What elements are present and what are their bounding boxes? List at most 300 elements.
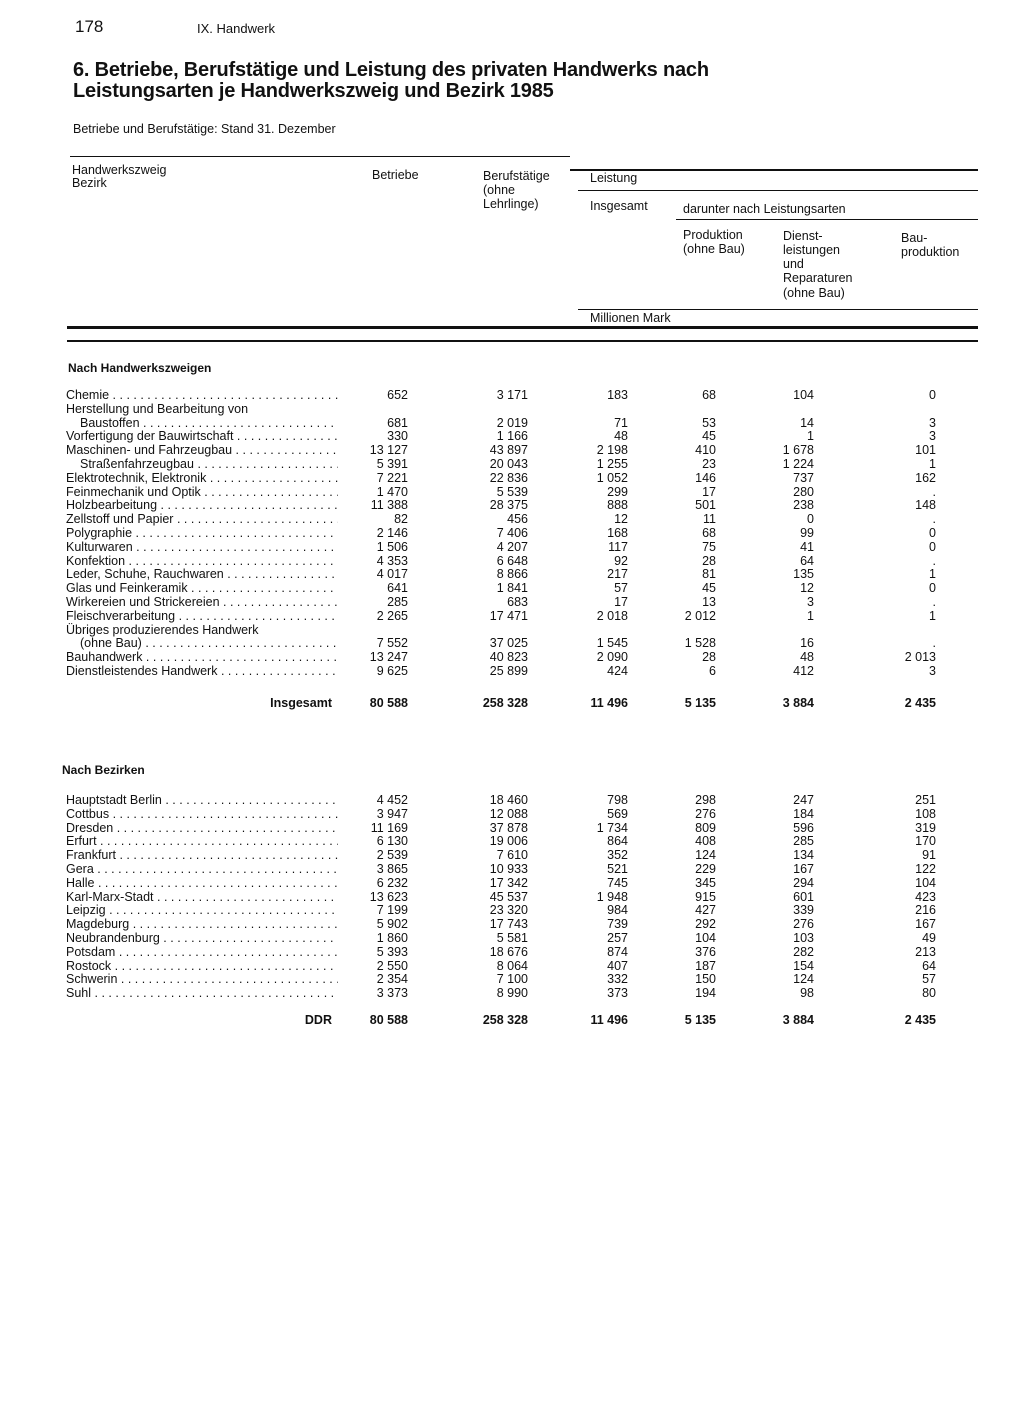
table-row: [0, 903, 1024, 917]
cell-col-4: 81: [702, 567, 716, 582]
total-col-5: 3 884: [782, 696, 814, 710]
header-produktion-2: (ohne Bau): [683, 242, 745, 256]
table-row: [0, 416, 1024, 430]
cell-col-2: 18 676: [489, 944, 528, 959]
cell-col-4: 298: [695, 793, 716, 807]
cell-col-5: 1: [807, 429, 814, 444]
cell-col-6: 3: [929, 415, 936, 430]
table-row: [0, 512, 1024, 526]
cell-col-3: 424: [607, 664, 628, 678]
row-label: Übriges produzierendes Handwerk: [66, 622, 259, 637]
total-col-5: 3 884: [782, 1013, 814, 1027]
cell-col-1: 2 539: [376, 848, 408, 863]
header-insgesamt: Insgesamt: [590, 199, 648, 213]
row-label: Halle . . .: [66, 876, 338, 890]
rule-header-bottom-2: [67, 340, 978, 342]
cell-col-6: 64: [922, 958, 936, 973]
cell-col-5: 276: [793, 917, 814, 932]
table-row: [0, 595, 1024, 609]
cell-col-2: 37 878: [489, 820, 528, 835]
cell-col-2: 7 100: [496, 972, 528, 987]
cell-col-2: 7 406: [496, 526, 528, 540]
cell-col-1: 82: [394, 512, 408, 527]
header-dienst-4: Reparaturen: [783, 271, 853, 285]
cell-col-4: 75: [702, 539, 716, 554]
cell-col-4: 13: [702, 595, 716, 609]
table-row: [0, 931, 1024, 945]
cell-col-1: 13 623: [369, 889, 408, 904]
cell-col-6: 251: [915, 793, 936, 807]
cell-col-4: 53: [702, 415, 716, 430]
cell-col-3: 332: [607, 972, 628, 987]
cell-col-4: 1 528: [684, 636, 716, 651]
cell-col-2: 25 899: [489, 664, 528, 678]
cell-col-3: 569: [607, 806, 628, 821]
row-label: Schwerin . . .: [66, 972, 338, 986]
header-label-1: Handwerkszweig: [72, 163, 167, 177]
cell-col-6: 1: [929, 567, 936, 582]
header-dienst-2: leistungen: [783, 243, 840, 257]
row-label: Polygraphie . . .: [66, 526, 338, 540]
cell-col-6: 101: [915, 443, 936, 458]
row-label: Bauhandwerk . . .: [66, 650, 338, 664]
cell-col-3: 521: [607, 862, 628, 876]
cell-col-5: 14: [800, 415, 814, 430]
total-col-6: 2 435: [904, 696, 936, 710]
cell-col-4: 28: [702, 650, 716, 665]
total-row: [0, 696, 1024, 710]
cell-col-5: 99: [800, 526, 814, 540]
cell-col-2: 20 043: [489, 457, 528, 471]
cell-col-3: 864: [607, 834, 628, 849]
table-row: [0, 388, 1024, 402]
table-row: [0, 526, 1024, 540]
cell-col-3: 117: [608, 539, 628, 554]
cell-col-5: 48: [800, 650, 814, 665]
cell-col-5: 1: [807, 608, 814, 623]
cell-col-5: 412: [793, 664, 814, 678]
cell-col-4: 11: [703, 512, 716, 527]
cell-col-6: 162: [915, 470, 936, 485]
cell-col-3: 2 090: [596, 650, 628, 665]
cell-col-3: 1 052: [596, 470, 628, 485]
cell-col-5: 339: [793, 903, 814, 918]
cell-col-4: 194: [695, 986, 716, 1001]
cell-col-2: 18 460: [489, 793, 528, 807]
cell-col-2: 6 648: [496, 553, 528, 568]
cell-col-1: 13 127: [369, 443, 408, 458]
cell-col-2: 17 743: [489, 917, 528, 932]
row-label: Hauptstadt Berlin . . .: [66, 793, 338, 807]
header-berufstaetige-2: (ohne: [483, 183, 515, 197]
cell-col-4: 187: [695, 958, 716, 973]
cell-col-2: 17 342: [489, 875, 528, 890]
cell-col-1: 7 199: [376, 903, 408, 918]
row-label: Neubrandenburg . . .: [66, 931, 338, 945]
table-row: [0, 917, 1024, 931]
cell-col-6: 108: [915, 806, 936, 821]
table-row: [0, 821, 1024, 835]
header-leistung: Leistung: [590, 171, 638, 185]
cell-col-6: 216: [915, 903, 936, 918]
cell-col-3: 92: [614, 553, 628, 568]
row-label: Karl-Marx-Stadt . . .: [66, 890, 338, 904]
cell-col-5: 596: [793, 820, 814, 835]
cell-col-1: 1 506: [376, 539, 408, 554]
cell-col-3: 217: [607, 567, 628, 582]
table-row: [0, 457, 1024, 471]
row-label: Feinmechanik und Optik . . .: [66, 485, 338, 499]
cell-col-6: 0: [929, 388, 936, 402]
cell-col-2: 12 088: [489, 806, 528, 821]
table-row: [0, 945, 1024, 959]
cell-col-3: 352: [607, 848, 628, 863]
row-label: Erfurt . . .: [66, 834, 338, 848]
cell-col-5: 98: [800, 986, 814, 1001]
header-dienst-1: Dienst-: [783, 229, 823, 243]
total-col-4: 5 135: [684, 1013, 716, 1027]
rule-darunter: [676, 219, 978, 220]
table-row: [0, 443, 1024, 457]
cell-col-3: 1 948: [596, 889, 628, 904]
table-row: [0, 609, 1024, 623]
cell-col-2: 5 539: [496, 484, 528, 499]
cell-col-6: .: [932, 553, 936, 568]
cell-col-3: 183: [607, 388, 628, 402]
table-row: [0, 554, 1024, 568]
cell-col-6: 1: [929, 457, 936, 471]
cell-col-3: 299: [607, 484, 628, 499]
table-row: [0, 972, 1024, 986]
cell-col-5: 134: [793, 848, 814, 863]
total-label: DDR: [304, 1013, 332, 1027]
cell-col-6: 104: [915, 875, 936, 890]
row-label: Dresden . . .: [66, 821, 338, 835]
table-row: [0, 650, 1024, 664]
cell-col-5: 154: [793, 958, 814, 973]
cell-col-4: 6: [709, 664, 716, 678]
row-label: Konfektion . . .: [66, 554, 338, 568]
cell-col-5: 1 678: [782, 443, 814, 458]
total-col-4: 5 135: [684, 696, 716, 710]
cell-col-2: 456: [507, 512, 528, 527]
cell-col-5: 64: [800, 553, 814, 568]
total-col-1: 80 588: [369, 696, 408, 710]
row-label: Holzbearbeitung . . .: [66, 498, 338, 512]
cell-col-2: 8 064: [496, 958, 528, 973]
table-row: [0, 959, 1024, 973]
header-bau-1: Bau-: [901, 231, 928, 245]
cell-col-3: 71: [614, 415, 628, 430]
table-row: [0, 623, 1024, 637]
cell-col-5: 135: [793, 567, 814, 582]
rule-top-left: [70, 156, 570, 157]
table-row: [0, 581, 1024, 595]
cell-col-1: 1 860: [376, 931, 408, 945]
cell-col-5: 282: [793, 944, 814, 959]
cell-col-6: .: [932, 512, 936, 527]
cell-col-4: 68: [702, 388, 716, 402]
cell-col-4: 427: [695, 903, 716, 918]
table-row: [0, 834, 1024, 848]
header-bau-2: produktion: [901, 245, 960, 259]
cell-col-3: 373: [607, 986, 628, 1001]
cell-col-3: 739: [607, 917, 628, 932]
row-label: Vorfertigung der Bauwirtschaft . . .: [66, 429, 338, 443]
cell-col-4: 2 012: [684, 608, 716, 623]
header-darunter: darunter nach Leistungsarten: [683, 202, 846, 216]
cell-col-5: 12: [800, 581, 814, 596]
header-berufstaetige-1: Berufstätige: [483, 169, 550, 183]
cell-col-2: 2 019: [496, 415, 528, 430]
cell-col-1: 11 169: [370, 820, 408, 835]
cell-col-6: 91: [922, 848, 936, 863]
cell-col-5: 3: [807, 595, 814, 609]
cell-col-3: 168: [607, 526, 628, 540]
cell-col-1: 3 947: [376, 806, 408, 821]
cell-col-6: 170: [915, 834, 936, 849]
cell-col-3: 57: [614, 581, 628, 596]
cell-col-6: 3: [929, 664, 936, 678]
total-col-3: 11 496: [590, 1013, 628, 1027]
cell-col-6: 49: [922, 931, 936, 945]
header-dienst-5: (ohne Bau): [783, 286, 845, 300]
cell-col-6: .: [932, 484, 936, 499]
cell-col-4: 45: [702, 429, 716, 444]
row-label: Dienstleistendes Handwerk . . .: [66, 664, 338, 678]
cell-col-3: 48: [614, 429, 628, 444]
total-col-3: 11 496: [590, 696, 628, 710]
cell-col-6: 423: [915, 889, 936, 904]
cell-col-6: 319: [915, 820, 936, 835]
cell-col-6: 0: [929, 526, 936, 540]
cell-col-1: 641: [387, 581, 408, 596]
cell-col-4: 292: [695, 917, 716, 932]
rule-leistung: [578, 190, 978, 191]
cell-col-5: 41: [800, 539, 814, 554]
cell-col-2: 1 166: [496, 429, 528, 444]
cell-col-1: 285: [387, 595, 408, 609]
row-label: Chemie . . .: [66, 388, 338, 402]
table-row: [0, 890, 1024, 904]
cell-col-5: 280: [793, 484, 814, 499]
rule-header-bottom: [67, 326, 978, 329]
row-label: Potsdam . . .: [66, 945, 338, 959]
row-label: Baustoffen . . .: [80, 416, 338, 430]
cell-col-4: 410: [695, 443, 716, 458]
total-col-1: 80 588: [369, 1013, 408, 1027]
cell-col-6: 1: [929, 608, 936, 623]
cell-col-4: 104: [695, 931, 716, 945]
rule-unit: [578, 309, 978, 310]
cell-col-3: 984: [607, 903, 628, 918]
cell-col-1: 3 373: [376, 986, 408, 1001]
cell-col-1: 5 391: [376, 457, 408, 471]
table-row: [0, 986, 1024, 1000]
cell-col-1: 5 393: [376, 944, 408, 959]
page-number: 178: [75, 17, 104, 36]
cell-col-1: 13 247: [369, 650, 408, 665]
cell-col-4: 23: [702, 457, 716, 471]
cell-col-5: 737: [793, 470, 814, 485]
row-label: Herstellung und Bearbeitung von: [66, 401, 249, 416]
cell-col-3: 1 734: [596, 820, 628, 835]
row-label: Zellstoff und Papier . . .: [66, 512, 338, 526]
cell-col-1: 2 146: [376, 526, 408, 540]
cell-col-6: 0: [929, 539, 936, 554]
header-berufstaetige-3: Lehrlinge): [483, 197, 539, 211]
row-label: Maschinen- und Fahrzeugbau . . .: [66, 443, 338, 457]
section-title-bezirke: Nach Bezirken: [62, 763, 145, 777]
cell-col-3: 2 198: [596, 443, 628, 458]
cell-col-5: 16: [800, 636, 814, 651]
cell-col-2: 3 171: [496, 388, 528, 402]
table-row: [0, 876, 1024, 890]
header-label-2: Bezirk: [72, 176, 107, 190]
section-title-zweige: Nach Handwerkszweigen: [68, 361, 212, 375]
cell-col-1: 3 865: [376, 862, 408, 876]
cell-col-4: 408: [695, 834, 716, 849]
table-row: [0, 793, 1024, 807]
cell-col-3: 407: [607, 958, 628, 973]
table-title: 6. Betriebe, Berufstätige und Leistung des privaten Handwerks nach Leistungsarten je Handwerkszweig und Bezirk 1985: [73, 59, 709, 102]
cell-col-6: 122: [915, 862, 936, 876]
row-label: Elektrotechnik, Elektronik . . .: [66, 471, 338, 485]
cell-col-6: .: [932, 595, 936, 609]
cell-col-2: 17 471: [489, 608, 528, 623]
row-label: Leipzig . . .: [66, 903, 338, 917]
cell-col-3: 2 018: [596, 608, 628, 623]
cell-col-5: 1 224: [782, 457, 814, 471]
cell-col-4: 345: [695, 875, 716, 890]
cell-col-1: 4 452: [376, 793, 408, 807]
cell-col-2: 37 025: [489, 636, 528, 651]
cell-col-4: 124: [695, 848, 716, 863]
table-row: [0, 636, 1024, 650]
cell-col-4: 146: [695, 470, 716, 485]
table-row: [0, 540, 1024, 554]
cell-col-1: 4 353: [376, 553, 408, 568]
row-label: (ohne Bau) . . .: [80, 636, 338, 650]
cell-col-5: 124: [793, 972, 814, 987]
cell-col-1: 2 550: [376, 958, 408, 973]
total-col-2: 258 328: [482, 696, 528, 710]
total-col-2: 258 328: [482, 1013, 528, 1027]
cell-col-1: 9 625: [376, 664, 408, 678]
cell-col-5: 247: [793, 793, 814, 807]
cell-col-3: 257: [607, 931, 628, 945]
table-row: [0, 862, 1024, 876]
cell-col-1: 7 221: [376, 470, 408, 485]
cell-col-6: .: [932, 636, 936, 651]
total-col-6: 2 435: [904, 1013, 936, 1027]
cell-col-1: 330: [387, 429, 408, 444]
cell-col-1: 4 017: [376, 567, 408, 582]
table-row: [0, 402, 1024, 416]
cell-col-2: 45 537: [489, 889, 528, 904]
cell-col-4: 229: [695, 862, 716, 876]
total-label: Insgesamt: [270, 696, 332, 710]
row-label: Fleischverarbeitung . . .: [66, 609, 338, 623]
cell-col-6: 2 013: [904, 650, 936, 665]
table-row: [0, 848, 1024, 862]
cell-col-6: 57: [922, 972, 936, 987]
cell-col-2: 5 581: [496, 931, 528, 945]
cell-col-4: 501: [695, 498, 716, 513]
table-row: [0, 429, 1024, 443]
cell-col-2: 7 610: [496, 848, 528, 863]
cell-col-2: 22 836: [489, 470, 528, 485]
cell-col-2: 23 320: [489, 903, 528, 918]
cell-col-3: 745: [607, 875, 628, 890]
cell-col-2: 43 897: [489, 443, 528, 458]
table-row: [0, 471, 1024, 485]
cell-col-5: 294: [793, 875, 814, 890]
cell-col-4: 28: [702, 553, 716, 568]
cell-col-3: 12: [614, 512, 628, 527]
cell-col-5: 103: [793, 931, 814, 945]
header-dienst-3: und: [783, 257, 804, 271]
cell-col-2: 28 375: [489, 498, 528, 513]
cell-col-4: 68: [702, 526, 716, 540]
cell-col-1: 652: [387, 388, 408, 402]
row-label: Gera . . .: [66, 862, 338, 876]
cell-col-5: 184: [793, 806, 814, 821]
cell-col-3: 1 545: [596, 636, 628, 651]
cell-col-2: 8 990: [496, 986, 528, 1001]
cell-col-4: 809: [695, 820, 716, 835]
cell-col-3: 874: [607, 944, 628, 959]
table-subtitle: Betriebe und Berufstätige: Stand 31. Dezember: [73, 122, 336, 136]
total-row: [0, 1013, 1024, 1027]
row-label: Glas und Feinkeramik . . .: [66, 581, 338, 595]
cell-col-6: 148: [915, 498, 936, 513]
cell-col-3: 798: [607, 793, 628, 807]
cell-col-4: 376: [695, 944, 716, 959]
cell-col-3: 17: [614, 595, 628, 609]
table-row: [0, 567, 1024, 581]
cell-col-5: 104: [793, 388, 814, 402]
cell-col-6: 3: [929, 429, 936, 444]
cell-col-1: 6 232: [376, 875, 408, 890]
row-label: Rostock . . .: [66, 959, 338, 973]
cell-col-2: 10 933: [489, 862, 528, 876]
cell-col-2: 8 866: [496, 567, 528, 582]
row-label: Suhl . . .: [66, 986, 338, 1000]
row-label: Straßenfahrzeugbau . . .: [80, 457, 338, 471]
cell-col-5: 601: [793, 889, 814, 904]
cell-col-1: 1 470: [376, 484, 408, 499]
table-row: [0, 485, 1024, 499]
row-label: Frankfurt . . .: [66, 848, 338, 862]
cell-col-4: 17: [702, 484, 716, 499]
cell-col-6: 80: [922, 986, 936, 1001]
running-head: IX. Handwerk: [197, 21, 276, 36]
table-row: [0, 664, 1024, 678]
header-produktion-1: Produktion: [683, 228, 743, 242]
cell-col-4: 915: [695, 889, 716, 904]
cell-col-1: 681: [387, 415, 408, 430]
row-label: Leder, Schuhe, Rauchwaren . . .: [66, 567, 338, 581]
header-unit: Millionen Mark: [590, 311, 671, 325]
table-row: [0, 807, 1024, 821]
cell-col-6: 0: [929, 581, 936, 596]
header-betriebe: Betriebe: [372, 168, 419, 182]
cell-col-3: 888: [607, 498, 628, 513]
cell-col-5: 238: [793, 498, 814, 513]
cell-col-2: 1 841: [496, 581, 528, 596]
cell-col-1: 2 354: [376, 972, 408, 987]
